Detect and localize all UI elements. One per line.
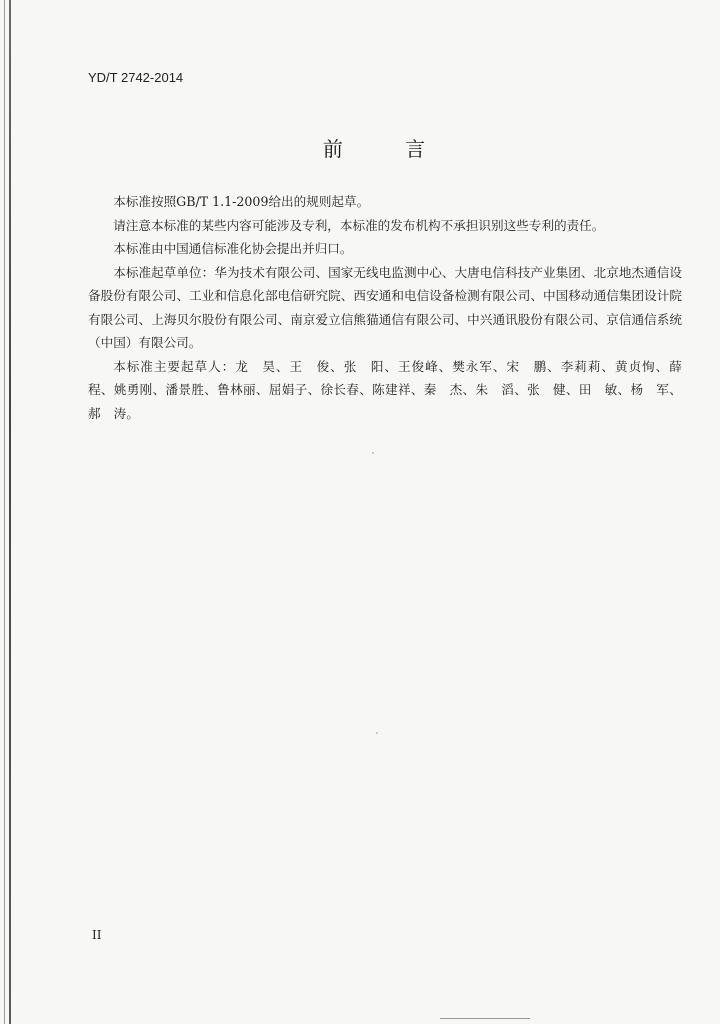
scan-speck (376, 732, 378, 734)
paragraph-drafting-units: 本标准起草单位：华为技术有限公司、国家无线电监测中心、大唐电信科技产业集团、北京地杰通信设备股份有限公司、工业和信息化部电信研究院、西安通和电信设备检测有限公司、中国移动通信集团设计院有限公司、上海贝尔股份有限公司、南京爱立信熊猫通信有限公司、中兴通讯股份有限公司、京信通信系统（中国）有限公司。 (88, 264, 682, 350)
paragraph-drafting-rules: 本标准按照GB/T 1.1-2009给出的规则起草。 (113, 194, 370, 209)
paragraph-patent-notice: 请注意本标准的某些内容可能涉及专利，本标准的发布机构不承担识别这些专利的责任。 (113, 217, 605, 233)
standard-code: YD/T 2742-2014 (88, 70, 184, 85)
paragraph-drafters: 本标准主要起草人：龙 昊、王 俊、张 阳、王俊峰、樊永军、宋 鹏、李莉莉、黄贞恂、薛 程、姚勇刚、潘景胜、鲁林丽、屈娟子、徐长春、陈建祥、秦 杰、朱 滔、张 健、田 敏、杨 军、郝 涛。 (88, 358, 695, 421)
scan-speck (372, 452, 374, 454)
page-number: II (92, 928, 102, 942)
page-title: 前 言 (322, 137, 454, 161)
foreword-body (88, 190, 695, 425)
scan-artifact-line (440, 1018, 530, 1019)
paragraph-proposer: 本标准由中国通信标准化协会提出并归口。 (113, 241, 353, 256)
